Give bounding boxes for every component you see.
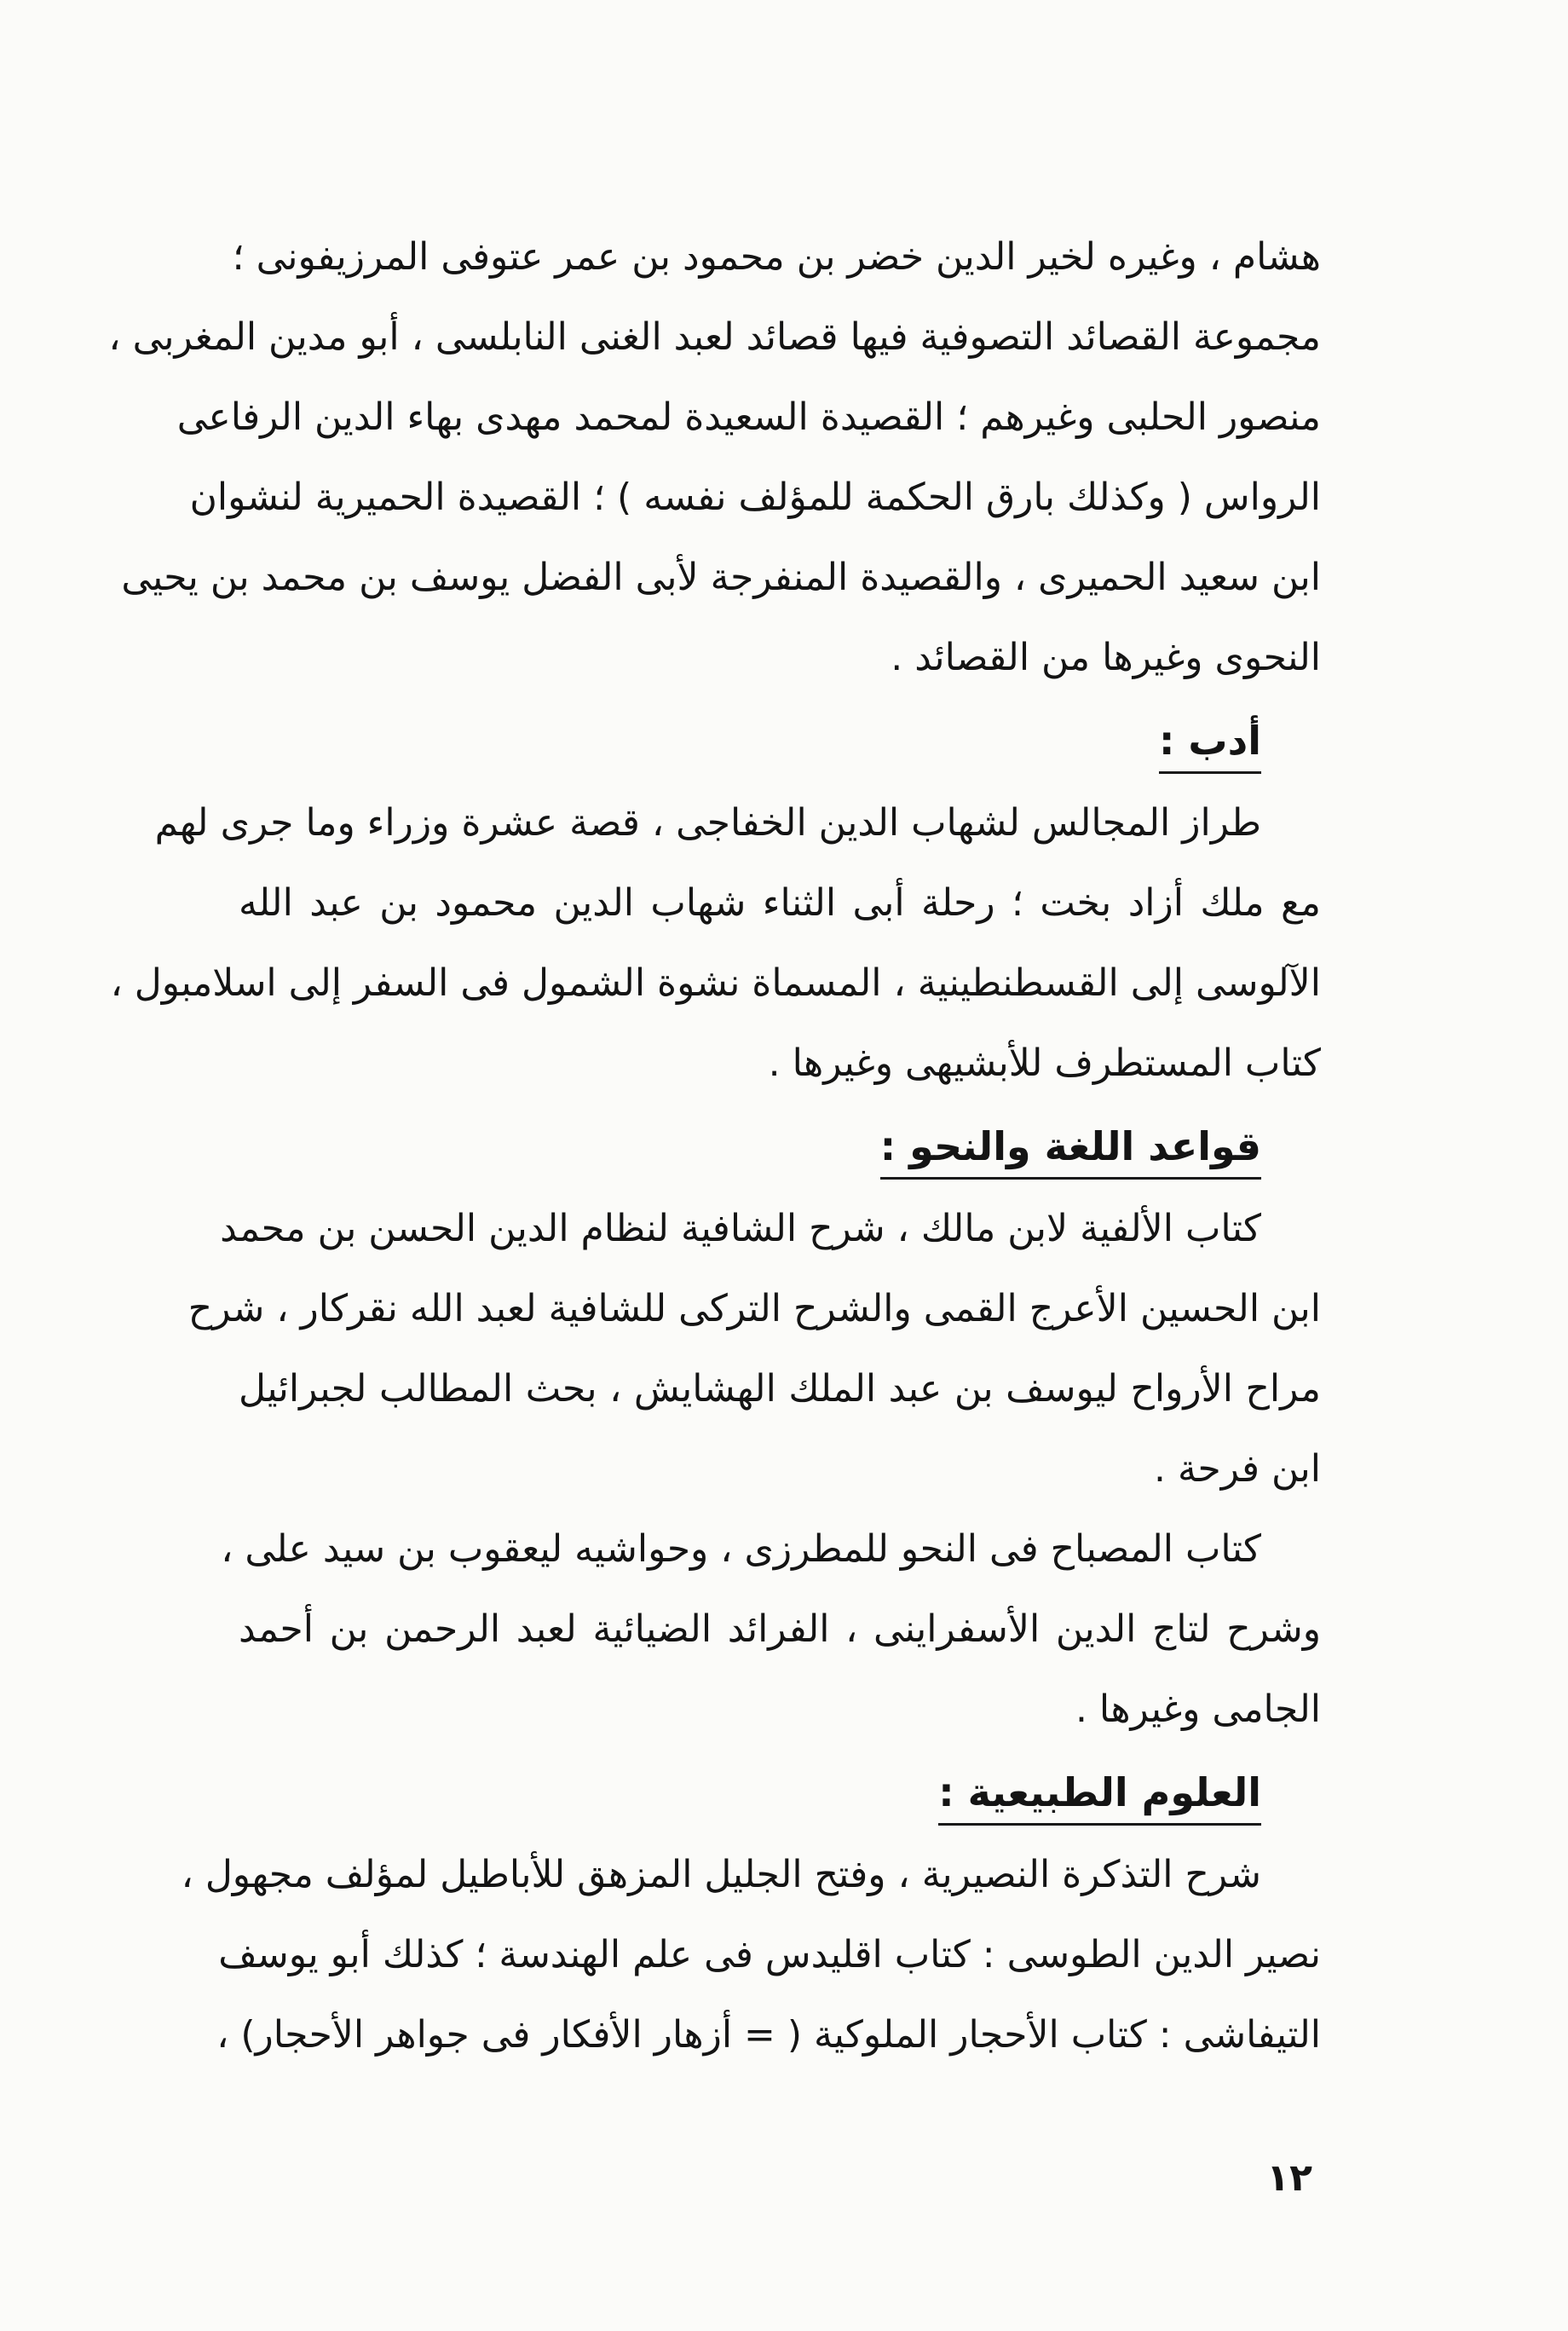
text-line: التيفاشى : كتاب الأحجار الملوكية ( = أزهار الأفكار فى جواهر الأحجار) ، xyxy=(216,2013,1321,2057)
text-line: وشرح لتاج الدين الأسفراينى ، الفرائد الضيائية لعبد الرحمن بن أحمد xyxy=(239,1607,1321,1651)
section-heading-natural-sciences xyxy=(239,1750,1321,1835)
text-line: مع ملك أزاد بخت ؛ رحلة أبى الثناء شهاب الدين محمود بن عبد الله xyxy=(239,881,1321,925)
text-line: نصير الدين الطوسى : كتاب اقليدس فى علم الهندسة ؛ كذلك أبو يوسف xyxy=(218,1933,1321,1976)
text-line: ابن الحسين الأعرج القمى والشرح التركى للشافية لعبد الله نقركار ، شرح xyxy=(187,1287,1321,1330)
body-text xyxy=(108,217,1321,2075)
text-line: كتاب المصباح فى النحو للمطرزى ، وحواشيه ليعقوب بن سيد على ، xyxy=(221,1527,1261,1571)
text-line: مجموعة القصائد التصوفية فيها قصائد لعبد الغنى النابلسى ، أبو مدين المغربى ، xyxy=(108,315,1321,359)
text-line: الجامى وغيرها . xyxy=(1075,1688,1321,1731)
text-line: الرواس ( وكذلك بارق الحكمة للمؤلف نفسه ) ؛ القصيدة الحميرية لنشوان xyxy=(189,476,1321,519)
text-line: شرح التذكرة النصيرية ، وفتح الجليل المزهق للأباطيل لمؤلف مجهول ، xyxy=(181,1853,1261,1896)
text-line: هشام ، وغيره لخير الدين خضر بن محمود بن عمر عتوفى المرزيفونى ؛ xyxy=(232,235,1321,279)
section-heading-label: العلوم الطبيعية : xyxy=(938,1767,1261,1826)
text-line: كتاب المستطرف للأبشيهى وغيرها . xyxy=(768,1041,1321,1085)
section-heading-adab xyxy=(239,698,1321,783)
section-heading-label: قواعد اللغة والنحو : xyxy=(880,1121,1261,1180)
text-line: منصور الحلبى وغيرهم ؛ القصيدة السعيدة لمحمد مهدى بهاء الدين الرفاعى xyxy=(176,395,1321,439)
section-heading-label: أدب : xyxy=(1159,715,1261,774)
page-number: ١٢ xyxy=(1266,2156,1312,2200)
text-line: كتاب الألفية لابن مالك ، شرح الشافية لنظام الدين الحسن بن محمد xyxy=(220,1207,1261,1250)
text-line: النحوى وغيرها من القصائد . xyxy=(891,636,1321,679)
text-line: الآلوسى إلى القسطنطينية ، المسماة نشوة الشمول فى السفر إلى اسلامبول ، xyxy=(110,961,1321,1005)
section-heading-grammar xyxy=(239,1104,1321,1189)
text-line: ابن سعيد الحميرى ، والقصيدة المنفرجة لأبى الفضل يوسف بن محمد بن يحيى xyxy=(121,556,1321,599)
text-line: ابن فرحة . xyxy=(1153,1447,1321,1491)
text-line: طراز المجالس لشهاب الدين الخفاجى ، قصة عشرة وزراء وما جرى لهم xyxy=(154,801,1261,845)
text-line: مراح الأرواح ليوسف بن عبد الملك الهشايش ، بحث المطالب لجبرائيل xyxy=(239,1367,1321,1411)
